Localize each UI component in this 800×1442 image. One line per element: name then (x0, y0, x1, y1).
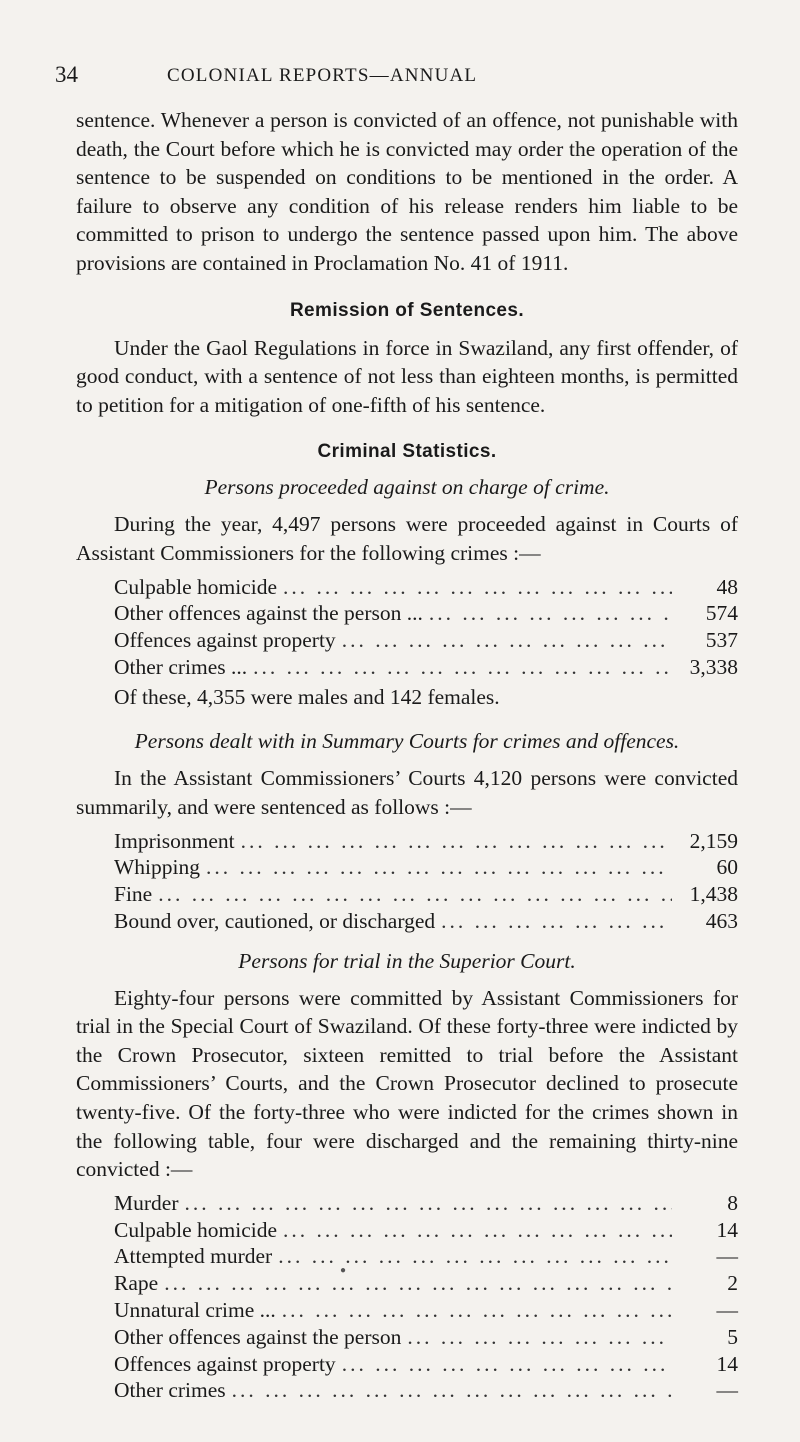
paragraph-suspended-sentence: sentence. Whenever a person is convicted of an offence, not punishable with death, the Court before which he is convicted may order the operation of the sentence to be suspended on conditions to be mentioned in the order. A failure to observe any condition of his release renders him liable to be committed to prison to undergo the sentence passed upon him. The above provisions are contained in Proclamation No. 41 of 1911. (76, 108, 738, 275)
row-value: 48 (716, 574, 738, 599)
row-label: Fine (114, 882, 153, 907)
row-label: Culpable homicide (114, 574, 278, 599)
superior-court-crimes-list (76, 1190, 738, 1404)
crimes-proceeded-list (76, 574, 738, 681)
row-label: Offences against property (114, 628, 336, 653)
row-label: Unnatural crime ... (114, 1298, 276, 1323)
row-label: Culpable homicide (114, 1217, 278, 1242)
list-item (114, 828, 738, 855)
paragraph-proceeded-intro: During the year, 4,497 persons were proceeded against in Courts of Assistant Commissioners for the following crimes :— (76, 512, 738, 565)
leader-dots (441, 908, 672, 935)
list-item (114, 1377, 738, 1404)
row-value: — (716, 1298, 738, 1323)
row-value: 537 (705, 628, 738, 653)
row-value: — (716, 1244, 738, 1269)
row-label: Other crimes ... (114, 654, 248, 679)
list-item (114, 574, 738, 601)
print-mark: ● (340, 1265, 347, 1276)
row-value: 14 (716, 1351, 738, 1376)
row-label: Other crimes (114, 1378, 226, 1403)
row-value: — (716, 1378, 738, 1403)
row-value: 463 (705, 908, 738, 933)
leader-dots (206, 854, 672, 881)
list-item (114, 654, 738, 681)
row-label: Imprisonment (114, 828, 235, 853)
leader-dots (342, 627, 672, 654)
leader-dots (184, 1190, 672, 1217)
row-label: Attempted murder (114, 1244, 273, 1269)
leader-dots (253, 654, 672, 681)
leader-dots (342, 1351, 672, 1378)
list-item (114, 908, 738, 935)
paragraph-superior-court: Eighty-four persons were committed by Assistant Commissioners for trial in the Special Court of Swaziland. Of these forty-three were indicted by the Crown Prosecutor, sixteen remitted to trial before the Assistant Commissioners’ Courts, and the Crown Prosecutor declined to prosecute twenty-five. Of the forty-three who were indicted for the crimes shown in the following table, four were discharged and the remaining thirty-nine convicted :— (76, 985, 738, 1182)
page-body (76, 106, 738, 1404)
row-value: 5 (727, 1324, 738, 1349)
row-label: Bound over, cautioned, or discharged (114, 908, 436, 933)
leader-dots (232, 1377, 672, 1404)
list-item (114, 881, 738, 908)
leader-dots (278, 1243, 672, 1270)
list-item (114, 1351, 738, 1378)
subheading-summary-courts: Persons dealt with in Summary Courts for crimes and offences. (134, 729, 680, 754)
row-value: 8 (727, 1190, 738, 1215)
list-item (114, 1217, 738, 1244)
list-item (114, 1297, 738, 1324)
row-label: Rape (114, 1271, 159, 1296)
paragraph-summary-intro: In the Assistant Commissioners’ Courts 4,120 persons were convicted summarily, and were sentenced as follows :— (76, 766, 738, 819)
leader-dots (283, 574, 672, 601)
heading-remission: Remission of Sentences. (289, 299, 525, 321)
row-label: Other offences against the person ... (114, 601, 423, 626)
row-label: Murder (114, 1190, 179, 1215)
leader-dots (164, 1270, 672, 1297)
leader-dots (282, 1297, 672, 1324)
running-head: COLONIAL REPORTS—ANNUAL (167, 65, 478, 86)
leader-dots (407, 1324, 672, 1351)
row-value: 14 (716, 1217, 738, 1242)
row-label: Offences against property (114, 1351, 336, 1376)
row-value: 2,159 (689, 828, 738, 853)
list-item (114, 627, 738, 654)
list-item (114, 1190, 738, 1217)
page-number: 34 (55, 62, 78, 87)
subheading-proceeded-against: Persons proceeded against on charge of crime. (204, 475, 610, 500)
list-item (114, 1270, 738, 1297)
heading-criminal-statistics: Criminal Statistics. (317, 441, 497, 463)
row-value: 574 (705, 601, 738, 626)
row-value: 3,338 (689, 654, 738, 679)
row-label: Other offences against the person (114, 1324, 402, 1349)
sentences-list (76, 828, 738, 935)
list-item (114, 600, 738, 627)
paragraph-males-females: Of these, 4,355 were males and 142 females. (114, 684, 500, 709)
subheading-superior-court: Persons for trial in the Superior Court. (238, 948, 576, 973)
leader-dots (283, 1217, 672, 1244)
list-item (114, 1243, 738, 1270)
list-item (114, 854, 738, 881)
list-item (114, 1324, 738, 1351)
leader-dots (158, 881, 672, 908)
page-header (55, 62, 755, 92)
row-label: Whipping (114, 855, 200, 880)
row-value: 1,438 (689, 882, 738, 907)
leader-dots (429, 600, 672, 627)
row-value: 60 (716, 855, 738, 880)
leader-dots (241, 828, 672, 855)
row-value: 2 (727, 1271, 738, 1296)
paragraph-gaol-regulations: Under the Gaol Regulations in force in Swaziland, any first offender, of good conduct, with a sentence of not less than eighteen months, is permitted to petition for a mitigation of one-fifth of his sentence. (76, 335, 738, 417)
